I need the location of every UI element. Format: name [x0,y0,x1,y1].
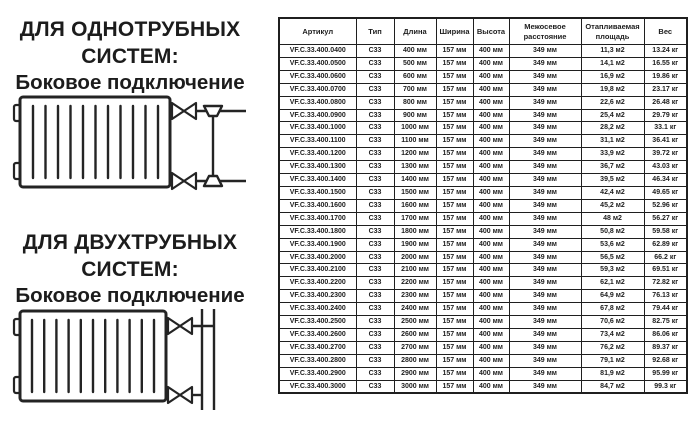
table-cell: 157 мм [436,303,473,316]
column-header-type: Тип [356,18,394,45]
table-row [279,367,687,380]
valve-icon [172,103,196,119]
table-row [279,328,687,341]
table-cell: VF.C.33.400.1300 [279,161,356,174]
table-cell: VF.C.33.400.2700 [279,341,356,354]
table-cell: 1100 мм [394,135,436,148]
table-cell: 31,1 м2 [581,135,644,148]
table-cell: VF.C.33.400.1600 [279,199,356,212]
table-cell: 157 мм [436,277,473,290]
table-cell: 349 мм [509,135,581,148]
table-cell: 157 мм [436,316,473,329]
table-row [279,277,687,290]
table-cell: 89.37 кг [644,341,687,354]
table-cell: 349 мм [509,380,581,393]
title-line: ДЛЯ ДВУХТРУБНЫХ [22,231,238,254]
table-cell: VF.C.33.400.0600 [279,70,356,83]
table-cell: 11,3 м2 [581,45,644,58]
table-cell: VF.C.33.400.1200 [279,148,356,161]
table-cell: 157 мм [436,238,473,251]
valve-icon [168,318,192,334]
table-cell: 1600 мм [394,199,436,212]
table-cell: 157 мм [436,70,473,83]
table-cell: C33 [356,354,394,367]
table-cell: 62.89 кг [644,238,687,251]
table-cell: 400 мм [473,148,509,161]
spec-table [278,17,688,394]
table-cell: 157 мм [436,264,473,277]
table-cell: 157 мм [436,199,473,212]
table-cell: 73,4 м2 [581,328,644,341]
table-cell: 1400 мм [394,174,436,187]
table-cell: 349 мм [509,316,581,329]
table-cell: 157 мм [436,83,473,96]
table-cell: 43.03 кг [644,161,687,174]
table-cell: 1200 мм [394,148,436,161]
table-cell: C33 [356,57,394,70]
table-cell: 157 мм [436,45,473,58]
tee-fitting-icon [204,106,222,116]
table-cell: 76,2 м2 [581,341,644,354]
table-cell: 62,1 м2 [581,277,644,290]
table-cell: VF.C.33.400.1800 [279,225,356,238]
table-cell: C33 [356,174,394,187]
spec-table-body [279,45,687,394]
table-cell: C33 [356,380,394,393]
table-cell: C33 [356,83,394,96]
table-row [279,199,687,212]
table-cell: 157 мм [436,96,473,109]
table-cell: C33 [356,186,394,199]
table-row [279,174,687,187]
table-cell: C33 [356,238,394,251]
table-cell: 157 мм [436,57,473,70]
table-cell: 22,6 м2 [581,96,644,109]
single-pipe-diagram [6,94,256,198]
table-cell: 2700 мм [394,341,436,354]
table-cell: VF.C.33.400.2300 [279,290,356,303]
table-row [279,135,687,148]
table-cell: 2300 мм [394,290,436,303]
table-cell: 53,6 м2 [581,238,644,251]
table-cell: 67,8 м2 [581,303,644,316]
table-cell: 157 мм [436,122,473,135]
table-cell: VF.C.33.400.0400 [279,45,356,58]
table-cell: VF.C.33.400.0700 [279,83,356,96]
table-cell: VF.C.33.400.1900 [279,238,356,251]
table-cell: 900 мм [394,109,436,122]
table-cell: 349 мм [509,122,581,135]
table-row [279,303,687,316]
table-cell: 157 мм [436,174,473,187]
table-cell: 2000 мм [394,251,436,264]
table-cell: 349 мм [509,328,581,341]
table-cell: 42,4 м2 [581,186,644,199]
table-cell: 349 мм [509,303,581,316]
table-row [279,341,687,354]
table-cell: 1700 мм [394,212,436,225]
table-cell: VF.C.33.400.2000 [279,251,356,264]
table-row [279,57,687,70]
table-cell: 400 мм [473,354,509,367]
table-cell: 66.2 кг [644,251,687,264]
table-cell: C33 [356,367,394,380]
table-cell: 48 м2 [581,212,644,225]
table-cell: 157 мм [436,212,473,225]
table-cell: C33 [356,70,394,83]
table-cell: 86.06 кг [644,328,687,341]
title-line: СИСТЕМ: [81,45,179,68]
table-cell: VF.C.33.400.1700 [279,212,356,225]
table-cell: 2100 мм [394,264,436,277]
table-cell: 400 мм [394,45,436,58]
table-cell: 59.58 кг [644,225,687,238]
table-cell: C33 [356,264,394,277]
table-cell: 99.3 кг [644,380,687,393]
table-cell: 2600 мм [394,328,436,341]
connection-diagrams-panel [6,0,260,421]
column-header-axle-distance: Межосевое расстояние [509,18,581,45]
table-row [279,148,687,161]
table-row [279,264,687,277]
table-cell: 19.86 кг [644,70,687,83]
table-row [279,109,687,122]
table-cell: 400 мм [473,174,509,187]
table-cell: C33 [356,96,394,109]
table-cell: 2200 мм [394,277,436,290]
table-cell: 84,7 м2 [581,380,644,393]
table-cell: 157 мм [436,328,473,341]
table-cell: 400 мм [473,264,509,277]
table-cell: 400 мм [473,303,509,316]
table-cell: 349 мм [509,96,581,109]
table-cell: C33 [356,328,394,341]
table-cell: 79.44 кг [644,303,687,316]
table-cell: 157 мм [436,354,473,367]
table-row [279,238,687,251]
table-cell: 349 мм [509,199,581,212]
valve-icon [168,387,192,403]
table-cell: 26.48 кг [644,96,687,109]
table-cell: 400 мм [473,367,509,380]
column-header-article: Артикул [279,18,356,45]
table-cell: 13.24 кг [644,45,687,58]
table-cell: 39.72 кг [644,148,687,161]
table-cell: 800 мм [394,96,436,109]
table-cell: 349 мм [509,148,581,161]
single-pipe-section-subtitle: Боковое подключение [15,71,245,94]
table-cell: 349 мм [509,354,581,367]
table-cell: C33 [356,251,394,264]
table-cell: 400 мм [473,316,509,329]
spec-table-container [278,17,688,394]
single-pipe-section-title [6,16,254,70]
table-cell: C33 [356,341,394,354]
table-cell: 59,3 м2 [581,264,644,277]
table-cell: 157 мм [436,290,473,303]
table-cell: 23.17 кг [644,83,687,96]
table-cell: 400 мм [473,161,509,174]
table-cell: VF.C.33.400.1000 [279,122,356,135]
table-cell: 400 мм [473,212,509,225]
table-cell: 349 мм [509,70,581,83]
table-cell: 157 мм [436,186,473,199]
table-cell: 349 мм [509,264,581,277]
table-cell: 400 мм [473,277,509,290]
table-cell: C33 [356,45,394,58]
table-cell: 70,6 м2 [581,316,644,329]
table-cell: 349 мм [509,186,581,199]
table-cell: 1800 мм [394,225,436,238]
table-cell: 2500 мм [394,316,436,329]
table-cell: 1500 мм [394,186,436,199]
table-cell: 400 мм [473,109,509,122]
table-cell: 33.1 кг [644,122,687,135]
table-cell: VF.C.33.400.1500 [279,186,356,199]
two-pipe-section-subtitle: Боковое подключение [15,284,245,307]
table-cell: C33 [356,122,394,135]
two-pipe-diagram [6,306,256,416]
table-cell: 400 мм [473,328,509,341]
table-cell: 500 мм [394,57,436,70]
table-cell: 400 мм [473,45,509,58]
table-cell: 349 мм [509,161,581,174]
table-cell: VF.C.33.400.2200 [279,277,356,290]
table-cell: 33,9 м2 [581,148,644,161]
table-cell: 95.99 кг [644,367,687,380]
table-row [279,316,687,329]
table-row [279,212,687,225]
table-cell: 39,5 м2 [581,174,644,187]
table-cell: 400 мм [473,83,509,96]
column-header-weight: Вес [644,18,687,45]
table-cell: C33 [356,225,394,238]
table-cell: 49.65 кг [644,186,687,199]
table-cell: 50,8 м2 [581,225,644,238]
table-cell: 2900 мм [394,367,436,380]
table-cell: 69.51 кг [644,264,687,277]
table-cell: 1300 мм [394,161,436,174]
table-cell: 45,2 м2 [581,199,644,212]
table-cell: 79,1 м2 [581,354,644,367]
table-cell: 400 мм [473,251,509,264]
table-cell: 36.41 кг [644,135,687,148]
table-cell: C33 [356,148,394,161]
table-row [279,96,687,109]
table-cell: 349 мм [509,238,581,251]
table-cell: 29.79 кг [644,109,687,122]
table-cell: VF.C.33.400.0800 [279,96,356,109]
table-cell: 157 мм [436,135,473,148]
title-line: ДЛЯ ОДНОТРУБНЫХ [19,18,241,41]
table-cell: VF.C.33.400.2900 [279,367,356,380]
table-cell: 349 мм [509,367,581,380]
table-row [279,354,687,367]
table-cell: 400 мм [473,290,509,303]
table-row [279,45,687,58]
table-cell: VF.C.33.400.1400 [279,174,356,187]
table-cell: C33 [356,303,394,316]
table-row [279,290,687,303]
table-cell: 81,9 м2 [581,367,644,380]
table-cell: C33 [356,199,394,212]
table-cell: 349 мм [509,251,581,264]
two-pipe-section-title [6,229,254,283]
table-cell: 349 мм [509,83,581,96]
table-cell: 1900 мм [394,238,436,251]
table-cell: 46.34 кг [644,174,687,187]
table-cell: 400 мм [473,199,509,212]
title-line: СИСТЕМ: [81,258,179,281]
table-cell: 14,1 м2 [581,57,644,70]
table-cell: 157 мм [436,225,473,238]
table-cell: 400 мм [473,135,509,148]
table-cell: 1000 мм [394,122,436,135]
table-cell: C33 [356,290,394,303]
table-cell: 349 мм [509,277,581,290]
table-cell: C33 [356,277,394,290]
table-cell: VF.C.33.400.2600 [279,328,356,341]
table-cell: 157 мм [436,341,473,354]
table-cell: 157 мм [436,380,473,393]
table-cell: 3000 мм [394,380,436,393]
table-cell: VF.C.33.400.0900 [279,109,356,122]
table-cell: 400 мм [473,380,509,393]
table-row [279,122,687,135]
table-cell: VF.C.33.400.2400 [279,303,356,316]
table-cell: 36,7 м2 [581,161,644,174]
table-cell: VF.C.33.400.2800 [279,354,356,367]
column-header-width: Ширина [436,18,473,45]
table-cell: 400 мм [473,96,509,109]
table-cell: 349 мм [509,109,581,122]
table-cell: 349 мм [509,290,581,303]
valve-icon [172,173,196,189]
table-cell: 82.75 кг [644,316,687,329]
table-cell: 16.55 кг [644,57,687,70]
table-cell: VF.C.33.400.2100 [279,264,356,277]
table-cell: 400 мм [473,122,509,135]
table-cell: 157 мм [436,148,473,161]
table-cell: 2800 мм [394,354,436,367]
table-cell: 56,5 м2 [581,251,644,264]
table-cell: 92.68 кг [644,354,687,367]
table-cell: VF.C.33.400.0500 [279,57,356,70]
table-cell: 2400 мм [394,303,436,316]
table-cell: 157 мм [436,109,473,122]
table-row [279,225,687,238]
table-cell: C33 [356,212,394,225]
table-cell: 349 мм [509,57,581,70]
table-cell: 19,8 м2 [581,83,644,96]
column-header-heated-area: Отапливаемая площадь [581,18,644,45]
table-cell: 72.82 кг [644,277,687,290]
table-row [279,70,687,83]
table-cell: 56.27 кг [644,212,687,225]
table-cell: 157 мм [436,367,473,380]
table-cell: 349 мм [509,45,581,58]
table-cell: 16,9 м2 [581,70,644,83]
table-row [279,161,687,174]
table-cell: 349 мм [509,225,581,238]
table-cell: 400 мм [473,186,509,199]
tee-fitting-icon [204,176,222,186]
table-cell: 28,2 м2 [581,122,644,135]
table-cell: 64,9 м2 [581,290,644,303]
table-cell: VF.C.33.400.3000 [279,380,356,393]
table-cell: VF.C.33.400.2500 [279,316,356,329]
table-cell: 25,4 м2 [581,109,644,122]
table-cell: C33 [356,316,394,329]
table-cell: 76.13 кг [644,290,687,303]
table-cell: VF.C.33.400.1100 [279,135,356,148]
table-cell: 700 мм [394,83,436,96]
table-cell: 52.96 кг [644,199,687,212]
table-row [279,380,687,393]
table-cell: C33 [356,109,394,122]
table-cell: 157 мм [436,161,473,174]
column-header-height: Высота [473,18,509,45]
table-cell: 400 мм [473,341,509,354]
table-row [279,83,687,96]
table-cell: 349 мм [509,341,581,354]
table-cell: 600 мм [394,70,436,83]
column-header-length: Длина [394,18,436,45]
table-cell: 157 мм [436,251,473,264]
table-cell: C33 [356,161,394,174]
table-cell: 400 мм [473,57,509,70]
table-row [279,251,687,264]
table-cell: C33 [356,135,394,148]
table-cell: 400 мм [473,225,509,238]
table-header-row [279,18,687,45]
table-row [279,186,687,199]
table-cell: 400 мм [473,238,509,251]
table-cell: 349 мм [509,212,581,225]
table-cell: 349 мм [509,174,581,187]
table-cell: 400 мм [473,70,509,83]
